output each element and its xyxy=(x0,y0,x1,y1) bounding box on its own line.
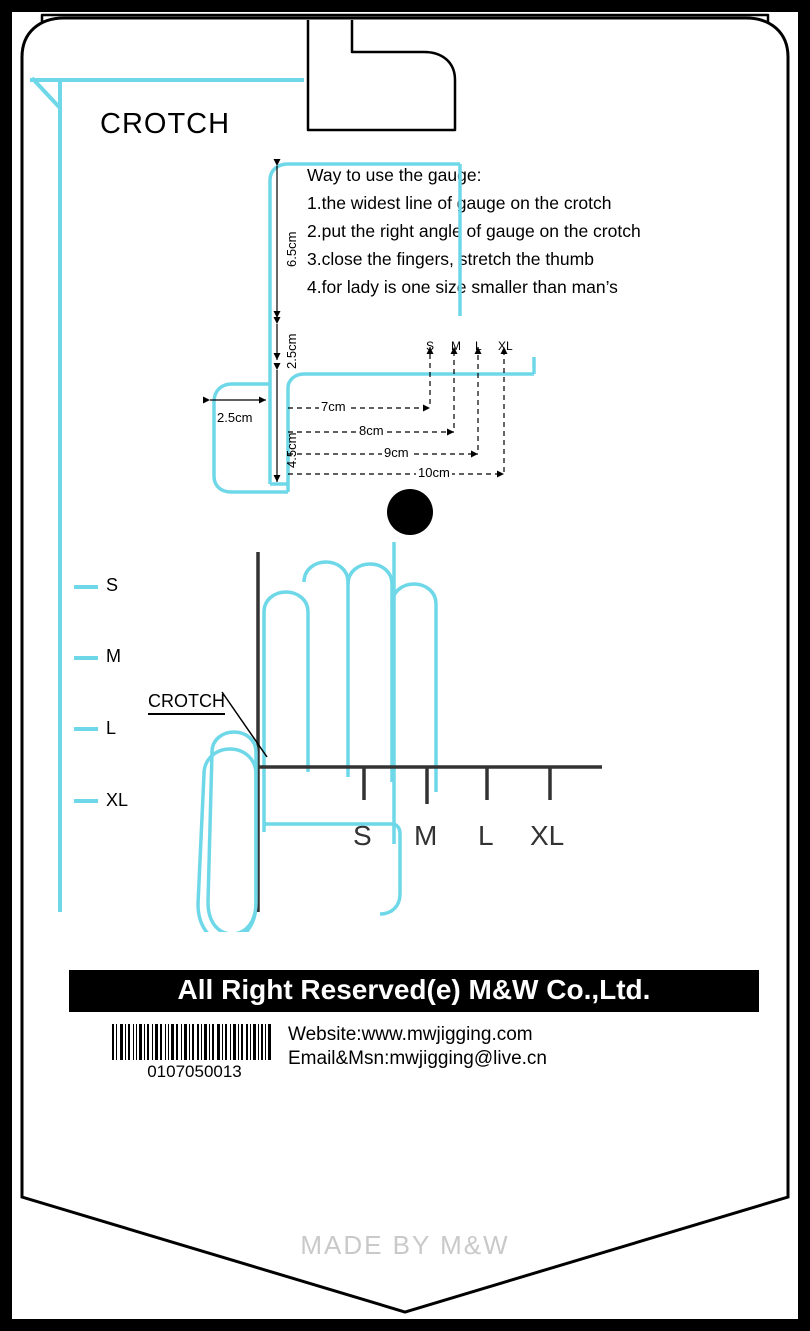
size-label-left-l: L xyxy=(106,718,117,738)
hand-diagram xyxy=(142,542,642,932)
size-label-left-xl: XL xyxy=(106,790,129,810)
made-by-text: MADE BY M&W xyxy=(300,1230,510,1260)
instructions-heading: Way to use the gauge: xyxy=(307,165,482,185)
hang-tag-card xyxy=(12,12,798,1319)
size-label-bottom-l: L xyxy=(478,820,494,851)
gauge-tick-s: S xyxy=(426,339,435,353)
size-label-bottom-m: M xyxy=(414,820,438,851)
rights-text: All Right Reserved(e) M&W Co.,Ltd. xyxy=(177,974,651,1005)
width-dim-7cm: 7cm xyxy=(321,399,346,414)
page-title: CROTCH xyxy=(100,108,231,140)
website-text: Website:www.mwjigging.com xyxy=(288,1024,533,1045)
punch-dot xyxy=(387,489,433,535)
size-label-bottom-xl: XL xyxy=(530,820,565,851)
instruction-step-1: 1.the widest line of gauge on the crotch xyxy=(307,193,612,213)
instruction-step-2: 2.put the right angle of gauge on the crotch xyxy=(307,221,641,241)
width-dim-8cm: 8cm xyxy=(359,423,384,438)
dimension-2-5cm-horizontal: 2.5cm xyxy=(217,410,253,425)
dimension-6-5cm: 6.5cm xyxy=(284,231,299,267)
width-dim-9cm: 9cm xyxy=(384,445,409,460)
instruction-step-4: 4.for lady is one size smaller than man’s xyxy=(307,277,618,297)
size-label-left-m: M xyxy=(106,646,121,666)
size-label-left-s: S xyxy=(106,575,119,595)
dimension-4-5cm: 4.5cm xyxy=(284,432,299,468)
instruction-step-3: 3.close the fingers, stretch the thumb xyxy=(307,249,594,269)
barcode-number: 0107050013 xyxy=(147,1062,242,1081)
gauge-tick-l: L xyxy=(475,339,482,353)
email-text: Email&Msn:mwjigging@live.cn xyxy=(288,1048,547,1069)
crotch-label-lower: CROTCH xyxy=(148,691,225,715)
size-label-bottom-s: S xyxy=(353,820,372,851)
gauge-tick-xl: XL xyxy=(498,339,513,353)
barcode xyxy=(112,1024,272,1060)
dimension-2-5cm-vertical: 2.5cm xyxy=(284,333,299,369)
gauge-tick-m: M xyxy=(451,339,461,353)
width-dim-10cm: 10cm xyxy=(418,465,450,480)
